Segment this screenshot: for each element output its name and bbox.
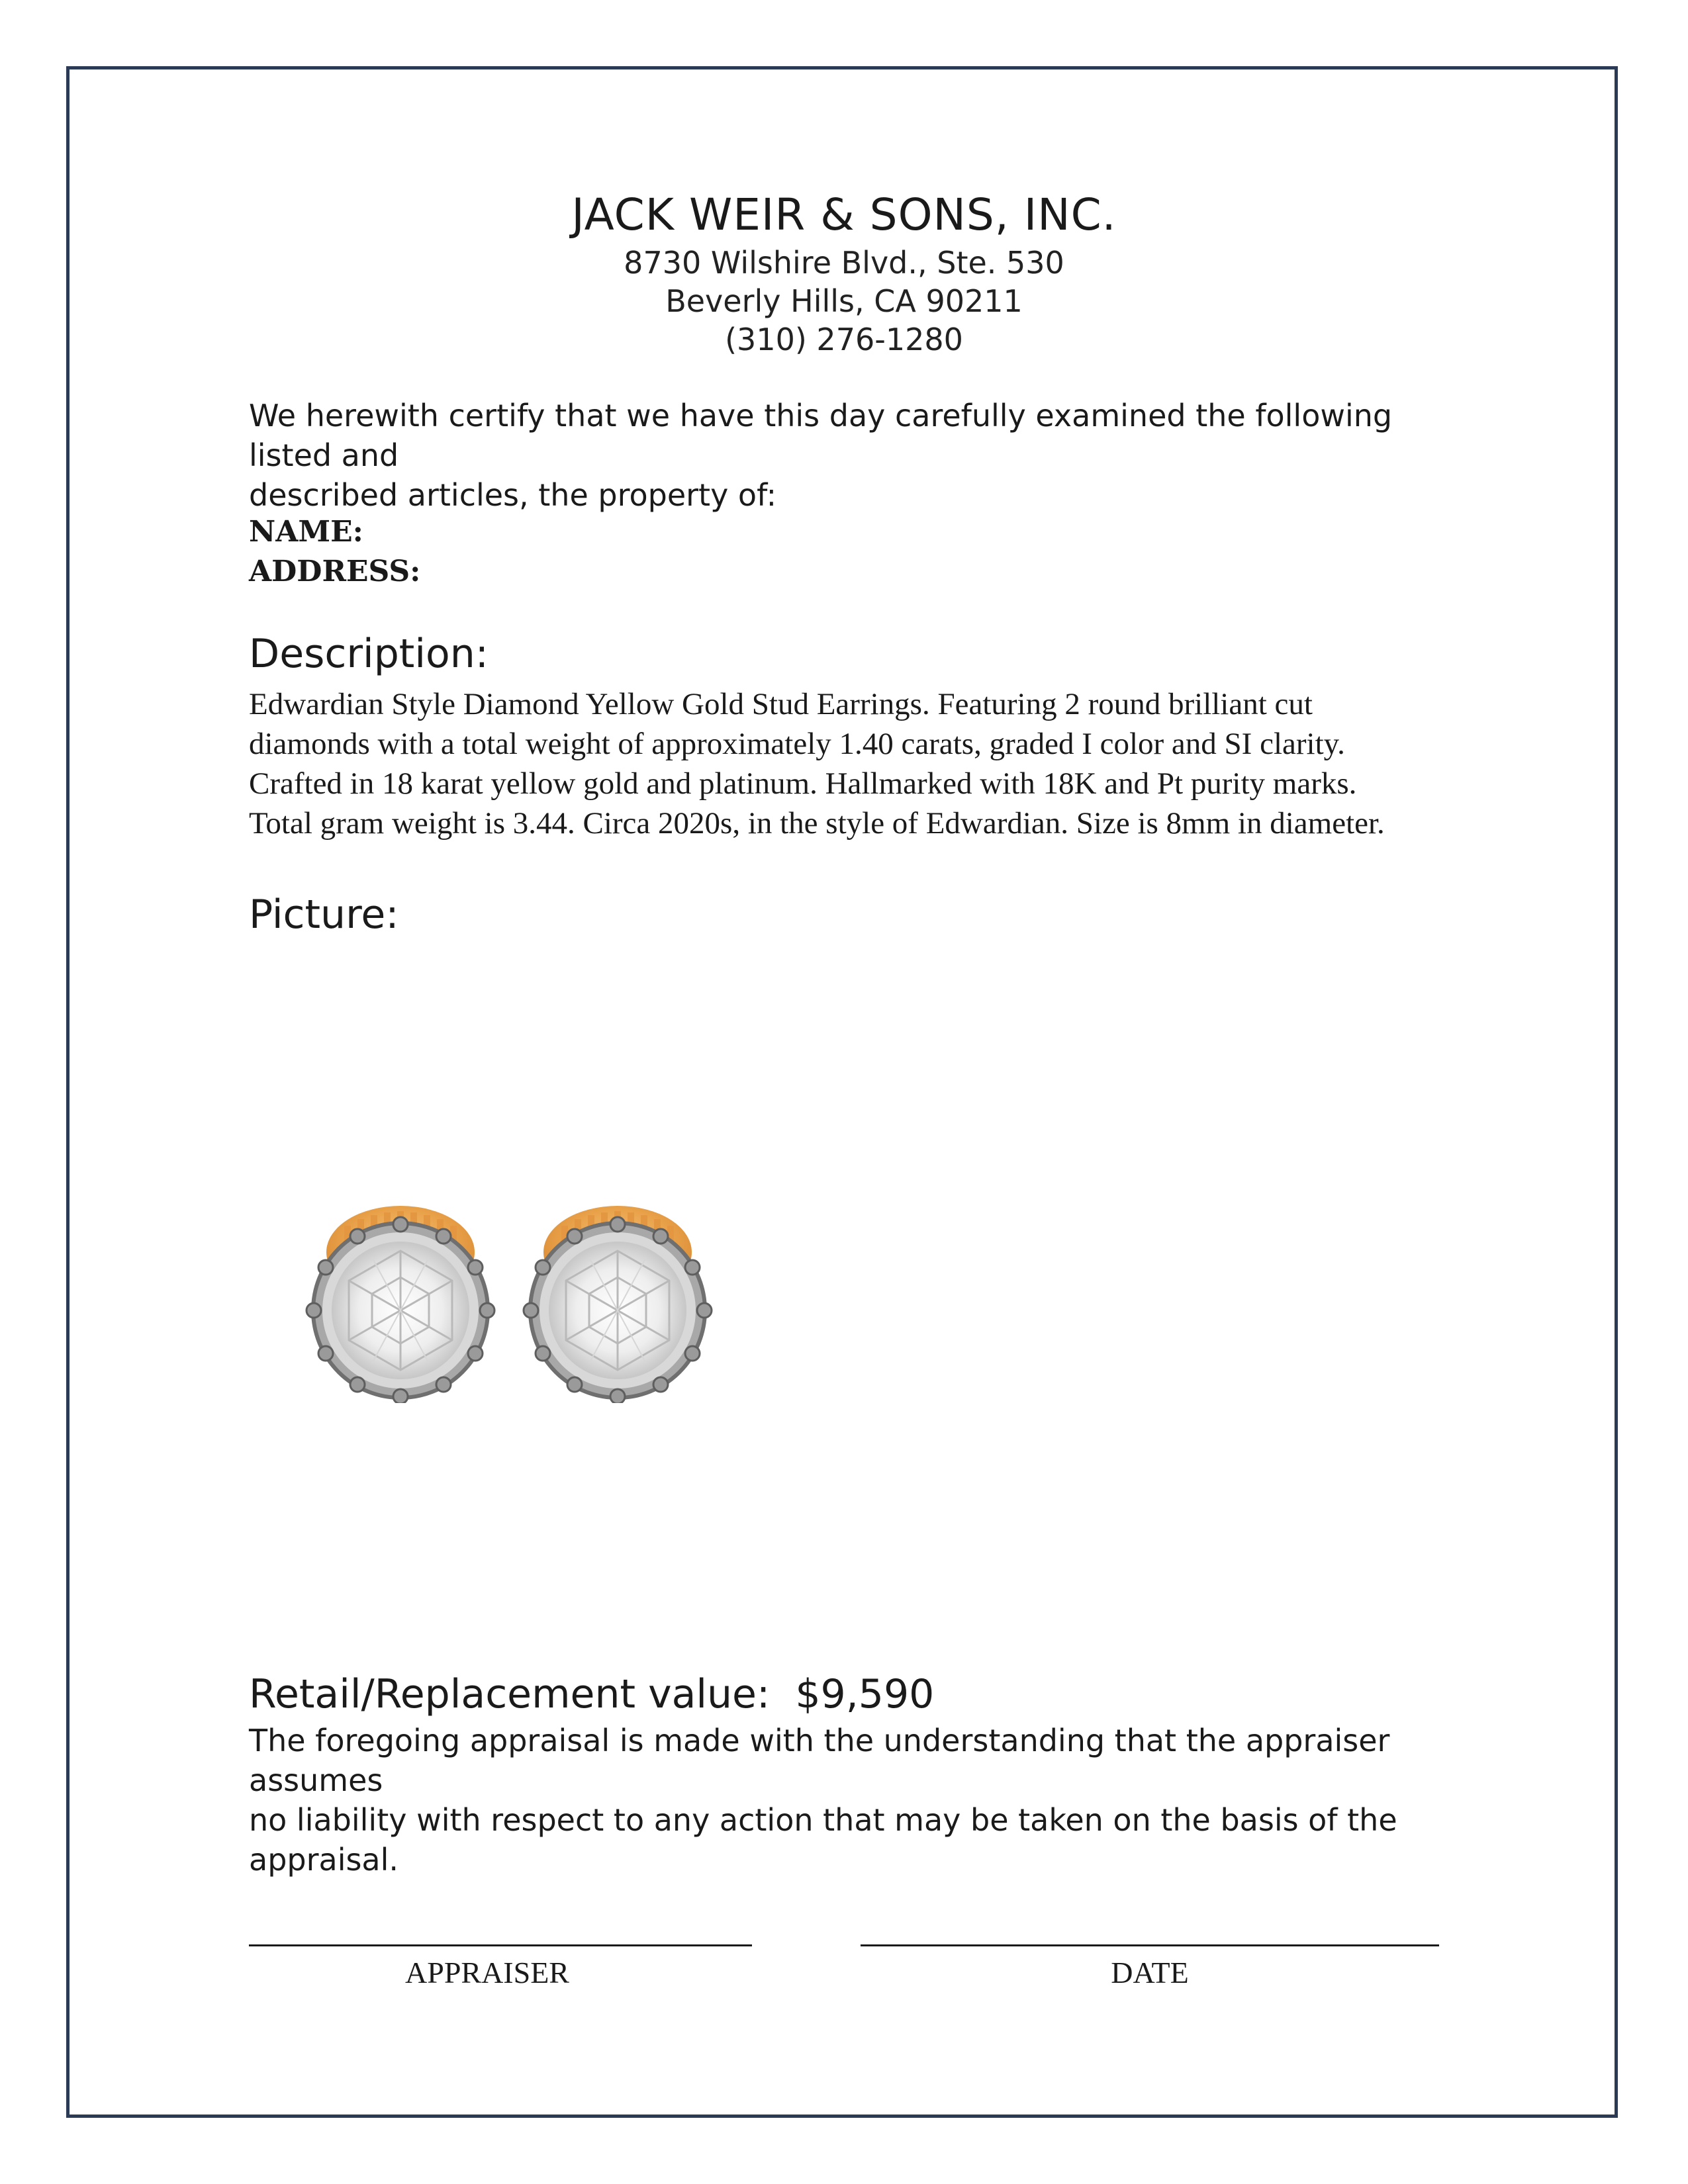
- certification-statement: [249, 396, 1467, 515]
- disclaimer-text: [249, 1721, 1467, 1880]
- name-label: NAME:: [249, 515, 363, 549]
- company-address-line-1: 8730 Wilshire Blvd., Ste. 530: [624, 245, 1064, 281]
- company-phone: (310) 276-1280: [725, 322, 963, 357]
- appraiser-signature-line: [249, 1944, 752, 1946]
- description-heading: Description:: [249, 631, 489, 677]
- retail-value-amount: $9,590: [795, 1671, 935, 1717]
- address-label: ADDRESS:: [249, 555, 421, 588]
- description-text: [249, 684, 1467, 843]
- date-label: DATE: [1111, 1956, 1189, 1989]
- disclaimer-line-2: no liability with respect to any action that may be taken on the basis of the appraisal.: [249, 1802, 1397, 1878]
- description-line: Total gram weight is 3.44. Circa 2020s, in the style of Edwardian. Size is 8mm in diameter.: [249, 806, 1385, 841]
- appraiser-label: APPRAISER: [405, 1956, 569, 1989]
- right-earring-image: [515, 1178, 720, 1403]
- date-signature-line: [861, 1944, 1439, 1946]
- certification-line-2: described articles, the property of:: [249, 477, 777, 513]
- retail-value: [249, 1669, 1467, 1719]
- company-address-line-2: Beverly Hills, CA 90211: [665, 283, 1023, 319]
- description-line: diamonds with a total weight of approximately 1.40 carats, graded I color and SI clarity.: [249, 727, 1345, 761]
- retail-value-label: Retail/Replacement value:: [249, 1671, 771, 1717]
- certification-line-1: We herewith certify that we have this day carefully examined the following listed and: [249, 398, 1393, 473]
- letterhead: [0, 187, 1688, 359]
- disclaimer-line-1: The foregoing appraisal is made with the understanding that the appraiser assumes: [249, 1723, 1390, 1798]
- company-name: JACK WEIR & SONS, INC.: [571, 189, 1117, 240]
- left-earring-image: [298, 1178, 503, 1403]
- description-line: Crafted in 18 karat yellow gold and platinum. Hallmarked with 18K and Pt purity marks.: [249, 766, 1357, 801]
- description-line: Edwardian Style Diamond Yellow Gold Stud Earrings. Featuring 2 round brilliant cut: [249, 687, 1313, 721]
- picture-heading: Picture:: [249, 891, 399, 938]
- owner-fields: [249, 512, 1467, 592]
